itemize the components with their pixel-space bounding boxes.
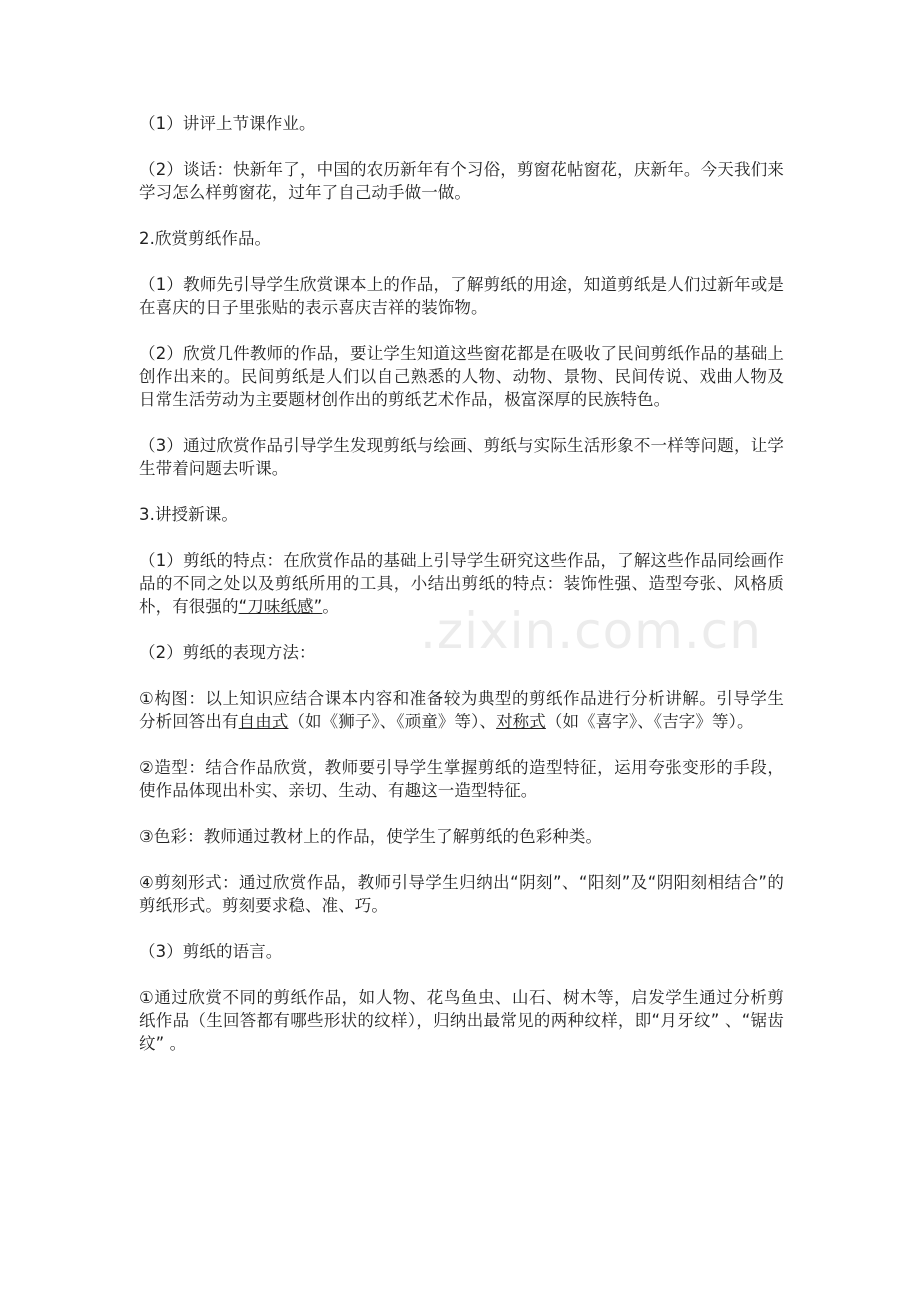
composition-text: ①构图：以上知识应结合课本内容和准备较为典型的剪纸作品进行分析讲解。引导学生分析回答出有: [139, 689, 784, 731]
features-text: （1）剪纸的特点：在欣赏作品的基础上引导学生研究这些作品，了解这些作品同绘画作品的不同之处以及剪纸所用的工具，小结出剪纸的特点：装饰性强、造型夸张、风格质朴，有很强的: [139, 551, 784, 616]
paragraph-patterns: ①通过欣赏不同的剪纸作品，如人物、花鸟鱼虫、山石、树木等，启发学生通过分析剪纸作品（生回答都有哪些形状的纹样），归纳出最常见的两种纹样，即“月牙纹” 、“锯齿纹” 。: [139, 988, 784, 1053]
paragraph-color: ③色彩：教师通过教材上的作品，使学生了解剪纸的色彩种类。: [139, 827, 603, 846]
heading-papercut-language: （3）剪纸的语言。: [139, 942, 283, 961]
symmetric-style-term: 对称式: [496, 712, 546, 731]
free-style-term: 自由式: [238, 712, 289, 731]
document-body: [139, 112, 784, 1078]
composition-mid: （如《狮子》、《顽童》等）、: [288, 712, 497, 731]
composition-end: （如《喜字》、《吉字》等）。: [545, 712, 754, 731]
paragraph-modeling: ②造型：结合作品欣赏，教师要引导学生掌握剪纸的造型特征，运用夸张变形的手段，使作品体现出朴实、亲切、生动、有趣这一造型特征。: [139, 758, 784, 800]
paragraph-cutting-forms: ④剪刻形式：通过欣赏作品，教师引导学生归纳出“阴刻”、“阳刻”及“阴阳刻相结合”的剪纸形式。剪刻要求稳、准、巧。: [139, 873, 784, 915]
paragraph-teacher-works: （2）欣赏几件教师的作品，要让学生知道这些窗花都是在吸收了民间剪纸作品的基础上创作出来的。民间剪纸是人们以自己熟悉的人物、动物、景物、民间传说、戏曲人物及日常生活劳动为主要题材创作出的剪纸艺术作品，极富深厚的民族特色。: [139, 344, 784, 409]
knife-paper-feel-term: “刀味纸感”: [238, 597, 323, 616]
heading-expression-methods: （2）剪纸的表现方法：: [139, 643, 316, 662]
watermark: .zixin.com.cn: [420, 602, 762, 660]
paragraph-talk: （2）谈话：快新年了，中国的农历新年有个习俗，剪窗花帖窗花，庆新年。今天我们来学习怎么样剪窗花，过年了自己动手做一做。: [139, 160, 784, 202]
paragraph-review-homework: （1）讲评上节课作业。: [139, 114, 316, 133]
paragraph-composition: [139, 687, 784, 733]
heading-appreciate-papercut: 2.欣赏剪纸作品。: [139, 229, 272, 248]
paragraph-discover-differences: （3）通过欣赏作品引导学生发现剪纸与绘画、剪纸与实际生活形象不一样等问题，让学生带着问题去听课。: [139, 436, 784, 478]
features-end: 。: [322, 597, 339, 616]
heading-new-lesson: 3.讲授新课。: [139, 505, 238, 524]
paragraph-teacher-guide: （1）教师先引导学生欣赏课本上的作品，了解剪纸的用途，知道剪纸是人们过新年或是在喜庆的日子里张贴的表示喜庆吉祥的装饰物。: [139, 275, 784, 317]
